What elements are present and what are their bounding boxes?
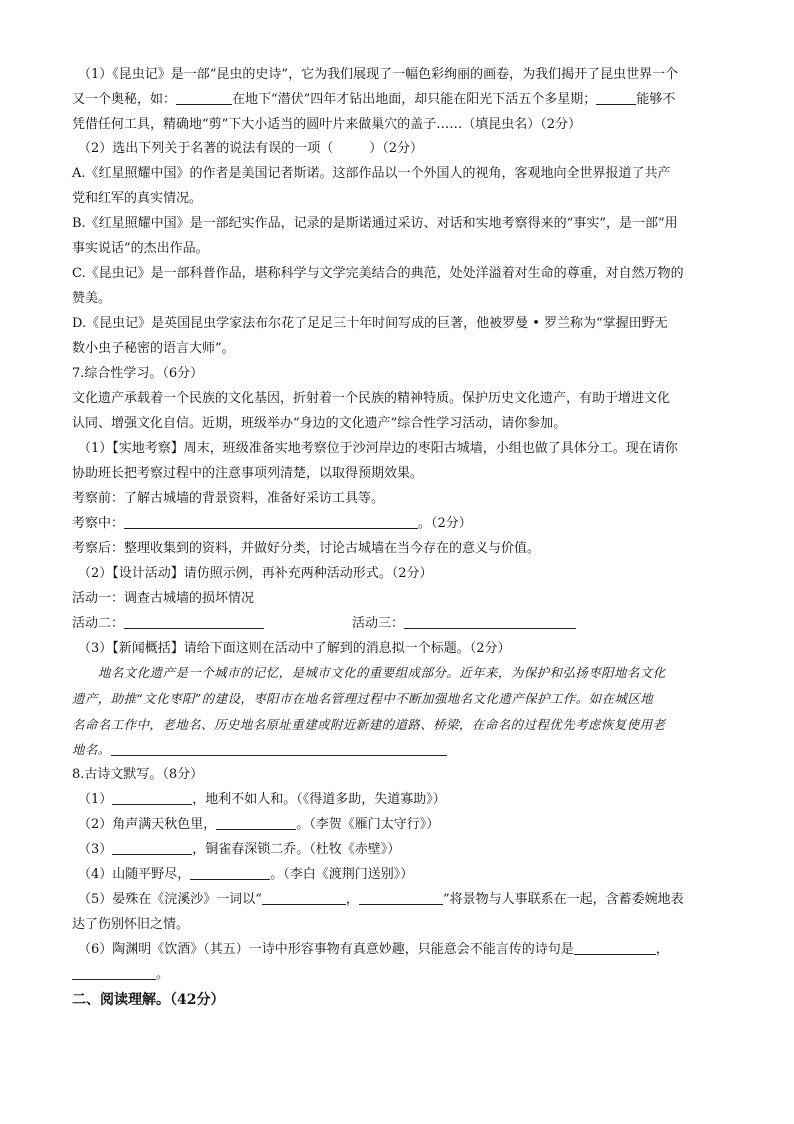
- q8-title: 8.古诗文默写。（8分）: [72, 767, 204, 782]
- q6-part2-question: （2）选出下列关于名著的说法有误的一项（ ）（2分）: [78, 141, 424, 156]
- option-d-line2: 数小虫子秘密的语言大师”。: [72, 341, 235, 356]
- blank-activity-2[interactable]: [124, 614, 264, 629]
- q7-sub1-line1: （1）【实地考察】周末，班级准备实地考察位于沙河岸边的枣阳古城墙，小组也做了具体分工。现在请你: [78, 441, 678, 456]
- option-a-line2: 党和红军的真实情况。: [72, 191, 203, 206]
- blank-insect-2[interactable]: [596, 90, 636, 105]
- option-c-line1: C.《昆虫记》是一部科普作品，堪称科学与文学完美结合的典范，处处洋溢着对生命的尊重，对自然万物的: [72, 266, 684, 281]
- q8-item3: （3） ，铜雀春深锁二乔。（杜牧《赤壁》）: [78, 842, 401, 857]
- during-inspection: 考察中： 。（2分）: [72, 516, 472, 531]
- news-line2: 遗产，助推“文化枣阳”的建设，枣阳市在地名管理过程中不断加强地名文化遗产保护工作。如在城区地: [72, 691, 654, 706]
- option-c-line2: 赞美。: [72, 291, 112, 306]
- q8-item2: （2）角声满天秋色里， 。（李贺《雁门太守行》）: [78, 817, 440, 832]
- blank-insect-1[interactable]: [176, 90, 232, 105]
- blank-during[interactable]: [124, 514, 418, 529]
- q8-item6-line1: （6）陶渊明《饮酒》（其五）一诗中形容事物有真意妙趣，只能意会不能言传的诗句是 ，: [78, 942, 669, 957]
- q7-intro-line2: 认同、增强文化自信。近期，班级举办“身边的文化遗产”综合性学习活动，请你参加。: [72, 416, 567, 431]
- q8-item6-line2: 。: [72, 962, 169, 987]
- news-line4: 地名。: [72, 737, 447, 762]
- q8-item4: （4）山随平野尽， 。（李白《渡荆门送别》）: [78, 867, 414, 882]
- q6-part1-line1: （1）《昆虫记》是一部“昆虫的史诗”，它为我们展现了一幅色彩绚丽的画卷，为我们揭开了昆虫世界一个: [78, 67, 679, 82]
- news-line1: 地名文化遗产是一个城市的记忆，是城市文化的重要组成部分。近年来，为保护和弘扬枣阳地名文化: [98, 665, 666, 680]
- q8-item1: （1） ，地利不如人和。（《得道多助，失道寡助》）: [78, 792, 446, 807]
- activity-2: 活动二：: [72, 611, 264, 636]
- blank-q8-3[interactable]: [112, 840, 192, 855]
- section2-heading: 二、阅读理解。（42分）: [72, 992, 225, 1008]
- blank-news-title[interactable]: [111, 741, 447, 756]
- before-inspection: 考察前：了解古城墙的背景资料，准备好采访工具等。: [72, 491, 385, 506]
- q7-sub3: （3）【新闻概括】请给下面这则在活动中了解到的消息拟一个标题。（2分）: [78, 641, 511, 656]
- blank-q8-5b[interactable]: [359, 890, 443, 905]
- q8-item5-line2: 达了伤别怀旧之情。: [72, 917, 190, 932]
- q7-sub1-line2: 协助班长把考察过程中的注意事项列清楚，以取得预期效果。: [72, 466, 424, 481]
- q6-part1-line2: 又一个奥秘，如： 在地下“潜伏”四年才钻出地面，却只能在阳光下活五个多星期； 能够不: [72, 92, 676, 107]
- q6-part1-line3: 凭借任何工具，精确地“剪”下大小适当的圆叶片来做巢穴的盖子……（填昆虫名）（2分）: [72, 117, 582, 132]
- option-b-line2: 事实说话”的杰出作品。: [72, 241, 209, 256]
- after-inspection: 考察后：整理收集到的资料，并做好分类，讨论古城墙在当今存在的意义与价值。: [72, 541, 541, 556]
- activity-1: 活动一：调查古城墙的损坏情况: [72, 591, 255, 606]
- blank-activity-3[interactable]: [404, 614, 576, 629]
- blank-q8-1[interactable]: [112, 790, 192, 805]
- q7-sub2: （2）【设计活动】请仿照示例，再补充两种活动形式。（2分）: [78, 566, 433, 581]
- blank-q8-2[interactable]: [216, 815, 296, 830]
- option-a-line1: A.《红星照耀中国》的作者是美国记者斯诺。这部作品以一个外国人的视角，客观地向全世界报道了共产: [72, 166, 671, 181]
- blank-q8-6a[interactable]: [574, 940, 656, 955]
- activity-3: 活动三：: [352, 611, 576, 636]
- blank-q8-6b[interactable]: [72, 965, 156, 980]
- q7-title: 7.综合性学习。（6分）: [72, 366, 204, 381]
- blank-q8-5a[interactable]: [262, 890, 346, 905]
- q8-item5-line1: （5）晏殊在《浣溪沙》一词以“ ， ”将景物与人事联系在一起，含蓄委婉地表: [78, 892, 684, 907]
- option-d-line1: D.《昆虫记》是英国昆虫学家法布尔花了足足三十年时间写成的巨著，他被罗曼 • 罗兰称为“掌握田野无: [72, 316, 668, 331]
- blank-q8-4[interactable]: [190, 865, 270, 880]
- news-line3: 名命名工作中，老地名、历史地名原址重建或附近新建的道路、桥梁，在命名的过程优先考虑恢复使用老: [72, 717, 666, 732]
- q7-intro-line1: 文化遗产承载着一个民族的文化基因，折射着一个民族的精神特质。保护历史文化遗产，有助于增进文化: [72, 391, 671, 406]
- option-b-line1: B.《红星照耀中国》是一部纪实作品，记录的是斯诺通过采访、对话和实地考察得来的“事实”，是一部“用: [72, 216, 678, 231]
